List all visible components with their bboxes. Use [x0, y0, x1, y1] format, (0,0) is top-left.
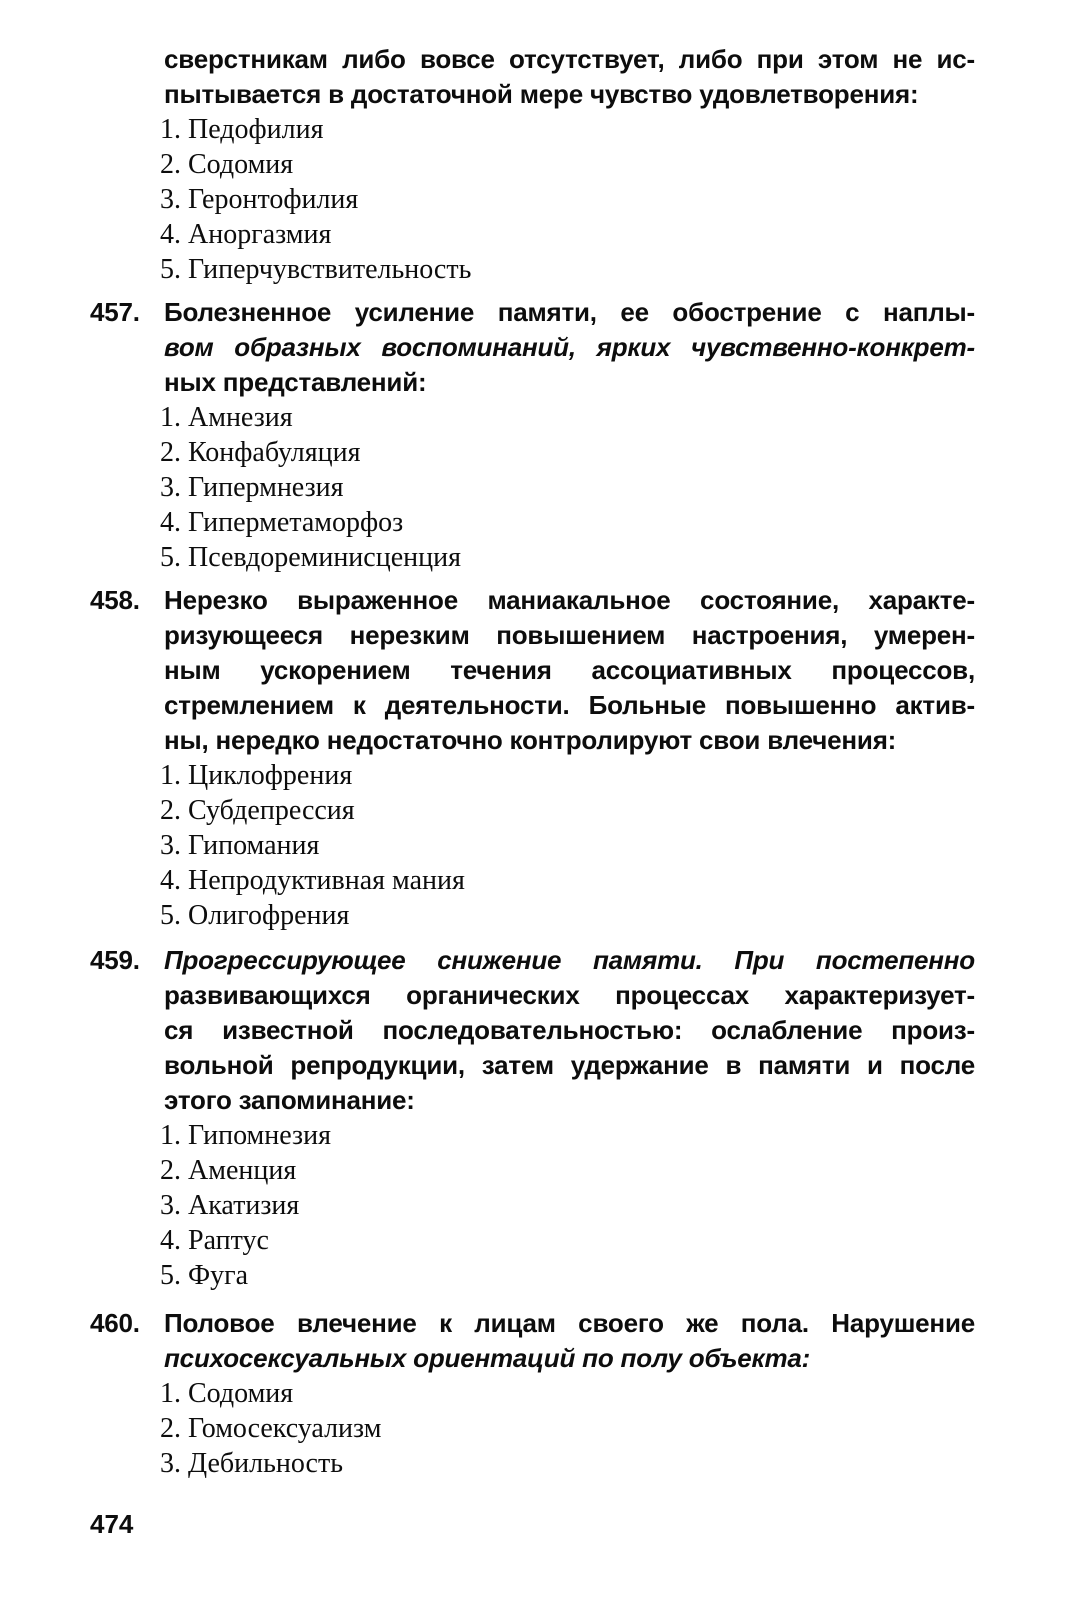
question-number: 459.	[90, 945, 140, 975]
question-text: сверстникам либо вовсе отсутствует, либо при этом не ис-	[164, 44, 975, 74]
question-text: ризующееся нерезким повышением настроения, умерен-	[164, 620, 975, 650]
question-text: ны, нередко недостаточно контролируют свои влечения:	[164, 725, 897, 755]
answer-option: 1. Педофилия	[160, 114, 324, 145]
answer-option: 1. Амнезия	[160, 402, 293, 433]
question-text-line	[90, 653, 975, 688]
answer-option: 5. Псевдореминисценция	[160, 542, 461, 573]
question-text-line	[90, 583, 975, 618]
answer-option: 2. Конфабуляция	[160, 437, 361, 468]
question-460	[90, 1306, 975, 1481]
question-text-line	[90, 1306, 975, 1341]
question-457	[90, 295, 975, 575]
question-text: ным ускорением течения ассоциативных процессов,	[164, 655, 975, 685]
answer-option: 2. Содомия	[160, 149, 294, 180]
answer-option: 4. Аноргазмия	[160, 219, 332, 250]
answer-option: 1. Содомия	[160, 1378, 294, 1409]
answer-option: 2. Субдепрессия	[160, 795, 355, 826]
question-text: психосексуальных ориентаций по полу объекта:	[164, 1343, 811, 1373]
question-459	[90, 943, 975, 1293]
question-number: 460.	[90, 1308, 140, 1338]
question-number: 457.	[90, 297, 140, 327]
question-text-line	[90, 1083, 975, 1118]
answer-option: 1. Гипомнезия	[160, 1120, 331, 1151]
question-text-line	[90, 330, 975, 365]
answer-option: 4. Непродуктивная мания	[160, 865, 465, 896]
question-text-line	[90, 1341, 975, 1376]
question-text: Прогрессирующее снижение памяти. При постепенно	[164, 945, 975, 975]
question-text: вом образных воспоминаний, ярких чувственно-конкрет-	[164, 332, 975, 362]
answer-option: 3. Гипомания	[160, 830, 320, 861]
question-text-line	[90, 1048, 975, 1083]
question-continuation	[90, 42, 975, 287]
question-text: этого запоминание:	[164, 1085, 415, 1115]
question-text: пытывается в достаточной мере чувство удовлетворения:	[164, 79, 919, 109]
question-text: Нерезко выраженное маниакальное состояние, характе-	[164, 585, 975, 615]
question-text-line	[90, 295, 975, 330]
answer-option: 4. Гиперметаморфоз	[160, 507, 404, 538]
question-text: развивающихся органических процессах характеризует-	[164, 980, 975, 1010]
question-text-line	[90, 688, 975, 723]
answer-option: 5. Гиперчувствительность	[160, 254, 472, 285]
answer-option: 1. Циклофрения	[160, 760, 353, 791]
question-text: стремлением к деятельности. Больные повышенно актив-	[164, 690, 975, 720]
question-458	[90, 583, 975, 933]
question-text: вольной репродукции, затем удержание в памяти и после	[164, 1050, 975, 1080]
answer-option: 3. Гипермнезия	[160, 472, 344, 503]
question-text-line	[90, 42, 975, 77]
answer-option: 5. Фуга	[160, 1260, 249, 1291]
question-text-line	[90, 618, 975, 653]
answer-option: 2. Гомосексуализм	[160, 1413, 382, 1444]
answer-option: 4. Раптус	[160, 1225, 269, 1256]
question-text-line	[90, 723, 975, 758]
answer-option: 3. Геронтофилия	[160, 184, 359, 215]
page-number: 474	[90, 1509, 134, 1539]
question-text-line	[90, 365, 975, 400]
answer-option: 5. Олигофрения	[160, 900, 350, 931]
answer-option: 2. Аменция	[160, 1155, 297, 1186]
question-text: ных представлений:	[164, 367, 427, 397]
question-text-line	[90, 978, 975, 1013]
answer-option: 3. Дебильность	[160, 1448, 343, 1479]
question-text: Половое влечение к лицам своего же пола. Нарушение	[164, 1308, 975, 1338]
question-number: 458.	[90, 585, 140, 615]
question-text: ся известной последовательностью: ослабление произ-	[164, 1015, 975, 1045]
answer-option: 3. Акатизия	[160, 1190, 300, 1221]
question-text-line	[90, 77, 975, 112]
question-text: Болезненное усиление памяти, ее обострение с наплы-	[164, 297, 975, 327]
question-text-line	[90, 1013, 975, 1048]
question-text-line	[90, 943, 975, 978]
